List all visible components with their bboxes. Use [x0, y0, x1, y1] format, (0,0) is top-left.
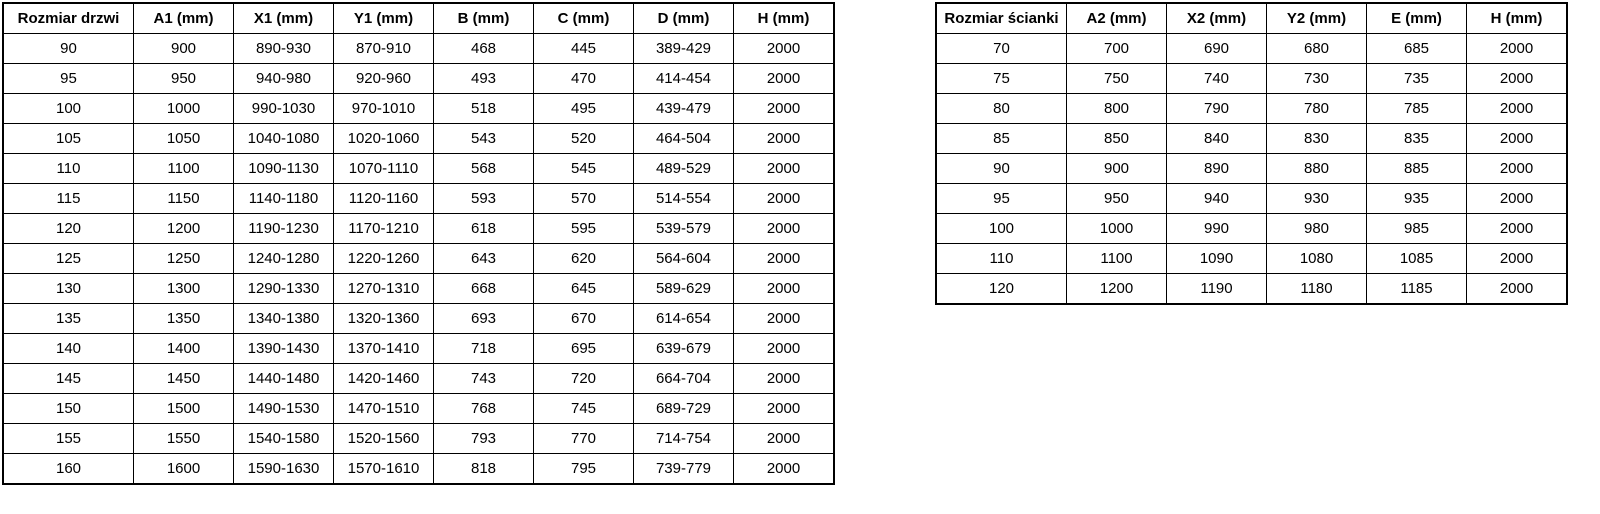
- table-cell: 668: [434, 274, 534, 304]
- table-cell: 830: [1267, 124, 1367, 154]
- table-cell: 1220-1260: [334, 244, 434, 274]
- table-cell: 1390-1430: [234, 334, 334, 364]
- header-cell: X2 (mm): [1167, 3, 1267, 34]
- header-cell: Y2 (mm): [1267, 3, 1367, 34]
- table-cell: 664-704: [634, 364, 734, 394]
- wall-table-body: [936, 34, 1567, 305]
- table-cell: 1450: [134, 364, 234, 394]
- table-cell: 670: [534, 304, 634, 334]
- header-cell: Rozmiar drzwi: [3, 3, 134, 34]
- table-cell: 1200: [1067, 274, 1167, 305]
- table-cell: 1300: [134, 274, 234, 304]
- table-cell: 1540-1580: [234, 424, 334, 454]
- table-cell: 1190-1230: [234, 214, 334, 244]
- table-cell: 800: [1067, 94, 1167, 124]
- table-cell: 150: [3, 394, 134, 424]
- table-cell: 1120-1160: [334, 184, 434, 214]
- table-cell: 689-729: [634, 394, 734, 424]
- table-cell: 145: [3, 364, 134, 394]
- table-cell: 980: [1267, 214, 1367, 244]
- table-row: [3, 364, 834, 394]
- header-cell: E (mm): [1367, 3, 1467, 34]
- table-cell: 1250: [134, 244, 234, 274]
- table-cell: 1000: [134, 94, 234, 124]
- table-cell: 735: [1367, 64, 1467, 94]
- table-cell: 1100: [134, 154, 234, 184]
- table-cell: 2000: [1467, 184, 1568, 214]
- table-cell: 2000: [734, 64, 835, 94]
- header-cell: B (mm): [434, 3, 534, 34]
- table-header-row: [936, 3, 1567, 34]
- table-cell: 160: [3, 454, 134, 485]
- table-cell: 900: [1067, 154, 1167, 184]
- table-cell: 389-429: [634, 34, 734, 64]
- table-cell: 1090: [1167, 244, 1267, 274]
- table-cell: 1040-1080: [234, 124, 334, 154]
- table-cell: 2000: [1467, 274, 1568, 305]
- table-cell: 514-554: [634, 184, 734, 214]
- table-cell: 795: [534, 454, 634, 485]
- table-cell: 985: [1367, 214, 1467, 244]
- table-cell: 2000: [734, 334, 835, 364]
- table-cell: 155: [3, 424, 134, 454]
- table-row: [3, 334, 834, 364]
- table-cell: 793: [434, 424, 534, 454]
- table-cell: 714-754: [634, 424, 734, 454]
- table-cell: 95: [3, 64, 134, 94]
- table-cell: 1150: [134, 184, 234, 214]
- table-cell: 645: [534, 274, 634, 304]
- table-cell: 1290-1330: [234, 274, 334, 304]
- header-cell: X1 (mm): [234, 3, 334, 34]
- table-cell: 614-654: [634, 304, 734, 334]
- door-table-header: [3, 3, 834, 34]
- table-cell: 730: [1267, 64, 1367, 94]
- table-row: [3, 424, 834, 454]
- table-cell: 1470-1510: [334, 394, 434, 424]
- table-row: [3, 154, 834, 184]
- table-cell: 718: [434, 334, 534, 364]
- table-cell: 940: [1167, 184, 1267, 214]
- table-cell: 2000: [734, 424, 835, 454]
- table-cell: 589-629: [634, 274, 734, 304]
- table-cell: 1340-1380: [234, 304, 334, 334]
- table-cell: 2000: [734, 94, 835, 124]
- table-cell: 1050: [134, 124, 234, 154]
- table-cell: 2000: [1467, 124, 1568, 154]
- table-cell: 1185: [1367, 274, 1467, 305]
- table-cell: 1320-1360: [334, 304, 434, 334]
- table-cell: 835: [1367, 124, 1467, 154]
- table-cell: 1180: [1267, 274, 1367, 305]
- table-cell: 130: [3, 274, 134, 304]
- table-cell: 1000: [1067, 214, 1167, 244]
- table-cell: 1240-1280: [234, 244, 334, 274]
- table-row: [936, 34, 1567, 64]
- header-cell: A1 (mm): [134, 3, 234, 34]
- table-cell: 1550: [134, 424, 234, 454]
- table-row: [936, 244, 1567, 274]
- table-cell: 900: [134, 34, 234, 64]
- table-row: [3, 214, 834, 244]
- table-cell: 1500: [134, 394, 234, 424]
- table-cell: 970-1010: [334, 94, 434, 124]
- table-cell: 120: [3, 214, 134, 244]
- table-cell: 2000: [734, 124, 835, 154]
- table-cell: 75: [936, 64, 1067, 94]
- table-cell: 1140-1180: [234, 184, 334, 214]
- table-cell: 1600: [134, 454, 234, 485]
- table-cell: 680: [1267, 34, 1367, 64]
- table-cell: 1520-1560: [334, 424, 434, 454]
- table-row: [3, 124, 834, 154]
- header-cell: C (mm): [534, 3, 634, 34]
- table-cell: 930: [1267, 184, 1367, 214]
- table-cell: 564-604: [634, 244, 734, 274]
- table-cell: 439-479: [634, 94, 734, 124]
- table-cell: 110: [3, 154, 134, 184]
- table-cell: 770: [534, 424, 634, 454]
- table-row: [3, 304, 834, 334]
- table-cell: 639-679: [634, 334, 734, 364]
- table-cell: 739-779: [634, 454, 734, 485]
- table-cell: 620: [534, 244, 634, 274]
- table-cell: 2000: [1467, 64, 1568, 94]
- table-cell: 885: [1367, 154, 1467, 184]
- header-cell: H (mm): [734, 3, 835, 34]
- table-cell: 2000: [734, 154, 835, 184]
- table-cell: 2000: [734, 364, 835, 394]
- wall-table-header: [936, 3, 1567, 34]
- table-row: [936, 154, 1567, 184]
- table-cell: 1080: [1267, 244, 1367, 274]
- table-cell: 445: [534, 34, 634, 64]
- table-cell: 70: [936, 34, 1067, 64]
- table-row: [3, 184, 834, 214]
- table-cell: 690: [1167, 34, 1267, 64]
- table-cell: 2000: [734, 394, 835, 424]
- table-cell: 1440-1480: [234, 364, 334, 394]
- table-cell: 2000: [1467, 34, 1568, 64]
- table-row: [936, 214, 1567, 244]
- table-cell: 695: [534, 334, 634, 364]
- table-cell: 2000: [734, 214, 835, 244]
- table-cell: 464-504: [634, 124, 734, 154]
- table-cell: 1570-1610: [334, 454, 434, 485]
- table-cell: 2000: [1467, 214, 1568, 244]
- table-row: [3, 94, 834, 124]
- table-cell: 685: [1367, 34, 1467, 64]
- table-cell: 768: [434, 394, 534, 424]
- table-row: [3, 454, 834, 485]
- table-cell: 920-960: [334, 64, 434, 94]
- table-cell: 2000: [734, 244, 835, 274]
- table-cell: 1170-1210: [334, 214, 434, 244]
- table-cell: 80: [936, 94, 1067, 124]
- table-cell: 840: [1167, 124, 1267, 154]
- table-cell: 520: [534, 124, 634, 154]
- table-row: [936, 274, 1567, 305]
- table-cell: 950: [1067, 184, 1167, 214]
- table-cell: 790: [1167, 94, 1267, 124]
- table-cell: 935: [1367, 184, 1467, 214]
- table-cell: 570: [534, 184, 634, 214]
- table-row: [3, 274, 834, 304]
- table-cell: 2000: [1467, 244, 1568, 274]
- table-cell: 1400: [134, 334, 234, 364]
- table-row: [936, 184, 1567, 214]
- table-cell: 750: [1067, 64, 1167, 94]
- table-cell: 545: [534, 154, 634, 184]
- table-row: [3, 394, 834, 424]
- table-cell: 1370-1410: [334, 334, 434, 364]
- table-cell: 495: [534, 94, 634, 124]
- table-cell: 990-1030: [234, 94, 334, 124]
- table-cell: 100: [936, 214, 1067, 244]
- table-cell: 2000: [734, 454, 835, 485]
- table-cell: 618: [434, 214, 534, 244]
- table-cell: 693: [434, 304, 534, 334]
- table-cell: 880: [1267, 154, 1367, 184]
- table-cell: 115: [3, 184, 134, 214]
- table-cell: 120: [936, 274, 1067, 305]
- table-cell: 2000: [1467, 154, 1568, 184]
- table-cell: 745: [534, 394, 634, 424]
- table-cell: 720: [534, 364, 634, 394]
- table-cell: 140: [3, 334, 134, 364]
- table-cell: 1070-1110: [334, 154, 434, 184]
- table-cell: 1090-1130: [234, 154, 334, 184]
- header-cell: D (mm): [634, 3, 734, 34]
- table-cell: 1490-1530: [234, 394, 334, 424]
- table-cell: 1270-1310: [334, 274, 434, 304]
- table-cell: 1200: [134, 214, 234, 244]
- table-cell: 414-454: [634, 64, 734, 94]
- table-cell: 105: [3, 124, 134, 154]
- table-cell: 1350: [134, 304, 234, 334]
- table-cell: 568: [434, 154, 534, 184]
- table-cell: 470: [534, 64, 634, 94]
- table-cell: 595: [534, 214, 634, 244]
- table-cell: 740: [1167, 64, 1267, 94]
- table-cell: 493: [434, 64, 534, 94]
- table-header-row: [3, 3, 834, 34]
- table-cell: 2000: [734, 304, 835, 334]
- table-cell: 1420-1460: [334, 364, 434, 394]
- table-cell: 743: [434, 364, 534, 394]
- table-cell: 100: [3, 94, 134, 124]
- table-cell: 2000: [734, 274, 835, 304]
- table-cell: 85: [936, 124, 1067, 154]
- header-cell: Rozmiar ścianki: [936, 3, 1067, 34]
- table-cell: 643: [434, 244, 534, 274]
- table-cell: 539-579: [634, 214, 734, 244]
- table-cell: 1590-1630: [234, 454, 334, 485]
- table-cell: 950: [134, 64, 234, 94]
- table-cell: 518: [434, 94, 534, 124]
- table-cell: 890: [1167, 154, 1267, 184]
- table-cell: 890-930: [234, 34, 334, 64]
- table-row: [3, 244, 834, 274]
- table-cell: 593: [434, 184, 534, 214]
- table-cell: 489-529: [634, 154, 734, 184]
- table-cell: 2000: [734, 34, 835, 64]
- table-cell: 2000: [734, 184, 835, 214]
- table-cell: 870-910: [334, 34, 434, 64]
- table-cell: 785: [1367, 94, 1467, 124]
- table-cell: 990: [1167, 214, 1267, 244]
- table-cell: 940-980: [234, 64, 334, 94]
- header-cell: A2 (mm): [1067, 3, 1167, 34]
- header-cell: Y1 (mm): [334, 3, 434, 34]
- table-cell: 700: [1067, 34, 1167, 64]
- table-cell: 110: [936, 244, 1067, 274]
- table-cell: 125: [3, 244, 134, 274]
- table-cell: 850: [1067, 124, 1167, 154]
- header-cell: H (mm): [1467, 3, 1568, 34]
- table-cell: 90: [936, 154, 1067, 184]
- table-cell: 1020-1060: [334, 124, 434, 154]
- table-cell: 1100: [1067, 244, 1167, 274]
- table-row: [3, 34, 834, 64]
- table-cell: 90: [3, 34, 134, 64]
- table-cell: 780: [1267, 94, 1367, 124]
- table-row: [936, 124, 1567, 154]
- door-table-body: [3, 34, 834, 485]
- table-cell: 1190: [1167, 274, 1267, 305]
- table-cell: 543: [434, 124, 534, 154]
- table-row: [3, 64, 834, 94]
- table-cell: 135: [3, 304, 134, 334]
- table-cell: 1085: [1367, 244, 1467, 274]
- table-row: [936, 64, 1567, 94]
- door-size-table: [2, 2, 835, 485]
- table-cell: 2000: [1467, 94, 1568, 124]
- table-cell: 818: [434, 454, 534, 485]
- table-row: [936, 94, 1567, 124]
- table-cell: 95: [936, 184, 1067, 214]
- wall-size-table: [935, 2, 1568, 305]
- table-cell: 468: [434, 34, 534, 64]
